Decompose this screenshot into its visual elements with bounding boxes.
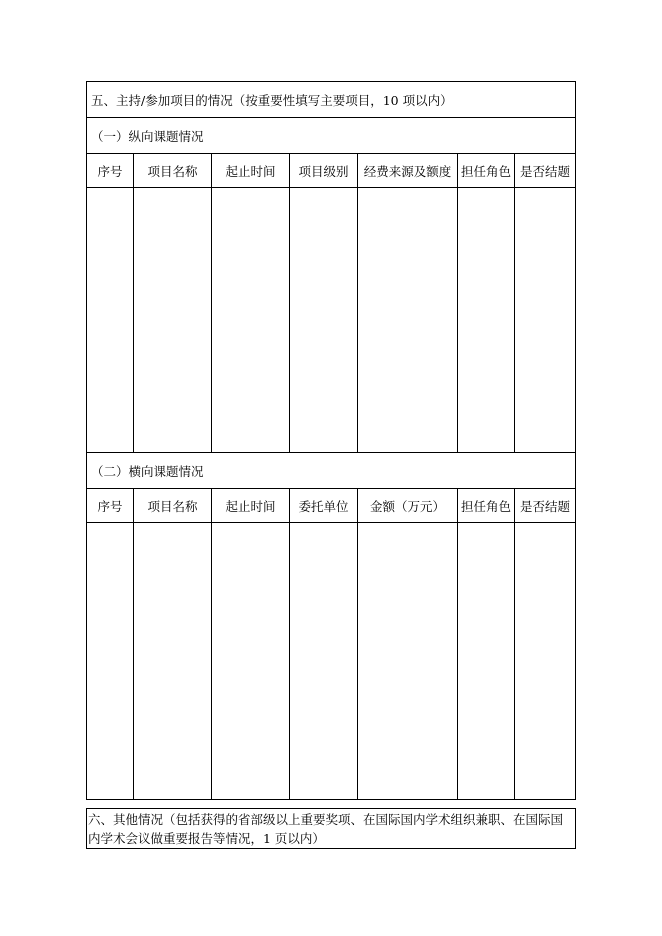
section5-title: 五、主持/参加项目的情况（按重要性填写主要项目，10 项以内）: [87, 82, 576, 118]
horizontal-cell-commissioning-unit[interactable]: [290, 523, 358, 800]
projects-table: [86, 81, 576, 800]
section6-title: 六、其他情况（包括获得的省部级以上重要奖项、在国际国内学术组织兼职、在国际国内学术会议做重要报告等情况，1 页以内）: [88, 812, 564, 846]
col-header-project-name: 项目名称: [134, 489, 212, 523]
horizontal-projects-title: （二）横向课题情况: [87, 453, 576, 489]
horizontal-cell-completed[interactable]: [515, 523, 576, 800]
col-header-completed: 是否结题: [515, 154, 576, 188]
vertical-cell-completed[interactable]: [515, 188, 576, 453]
horizontal-header-row: [87, 489, 576, 523]
col-header-project-name: 项目名称: [134, 154, 212, 188]
horizontal-cell-project-name[interactable]: [134, 523, 212, 800]
col-header-amount: 金额（万元）: [358, 489, 458, 523]
col-header-period: 起止时间: [212, 154, 290, 188]
vertical-cell-role[interactable]: [458, 188, 515, 453]
col-header-project-level: 项目级别: [290, 154, 358, 188]
vertical-entry-row: [87, 188, 576, 453]
vertical-cell-index[interactable]: [87, 188, 134, 453]
col-header-role: 担任角色: [458, 154, 515, 188]
vertical-cell-project-level[interactable]: [290, 188, 358, 453]
horizontal-cell-index[interactable]: [87, 523, 134, 800]
horizontal-cell-amount[interactable]: [358, 523, 458, 800]
col-header-index: 序号: [87, 154, 134, 188]
vertical-cell-project-name[interactable]: [134, 188, 212, 453]
col-header-completed: 是否结题: [515, 489, 576, 523]
vertical-cell-period[interactable]: [212, 188, 290, 453]
col-header-funding-source: 经费来源及额度: [358, 154, 458, 188]
col-header-commissioning-unit: 委托单位: [290, 489, 358, 523]
vertical-header-row: [87, 154, 576, 188]
horizontal-entry-row: [87, 523, 576, 800]
col-header-role: 担任角色: [458, 489, 515, 523]
col-header-period: 起止时间: [212, 489, 290, 523]
vertical-projects-title: （一）纵向课题情况: [87, 118, 576, 154]
horizontal-cell-role[interactable]: [458, 523, 515, 800]
horizontal-cell-period[interactable]: [212, 523, 290, 800]
col-header-index: 序号: [87, 489, 134, 523]
vertical-cell-funding-source[interactable]: [358, 188, 458, 453]
section6-box: [86, 808, 576, 849]
